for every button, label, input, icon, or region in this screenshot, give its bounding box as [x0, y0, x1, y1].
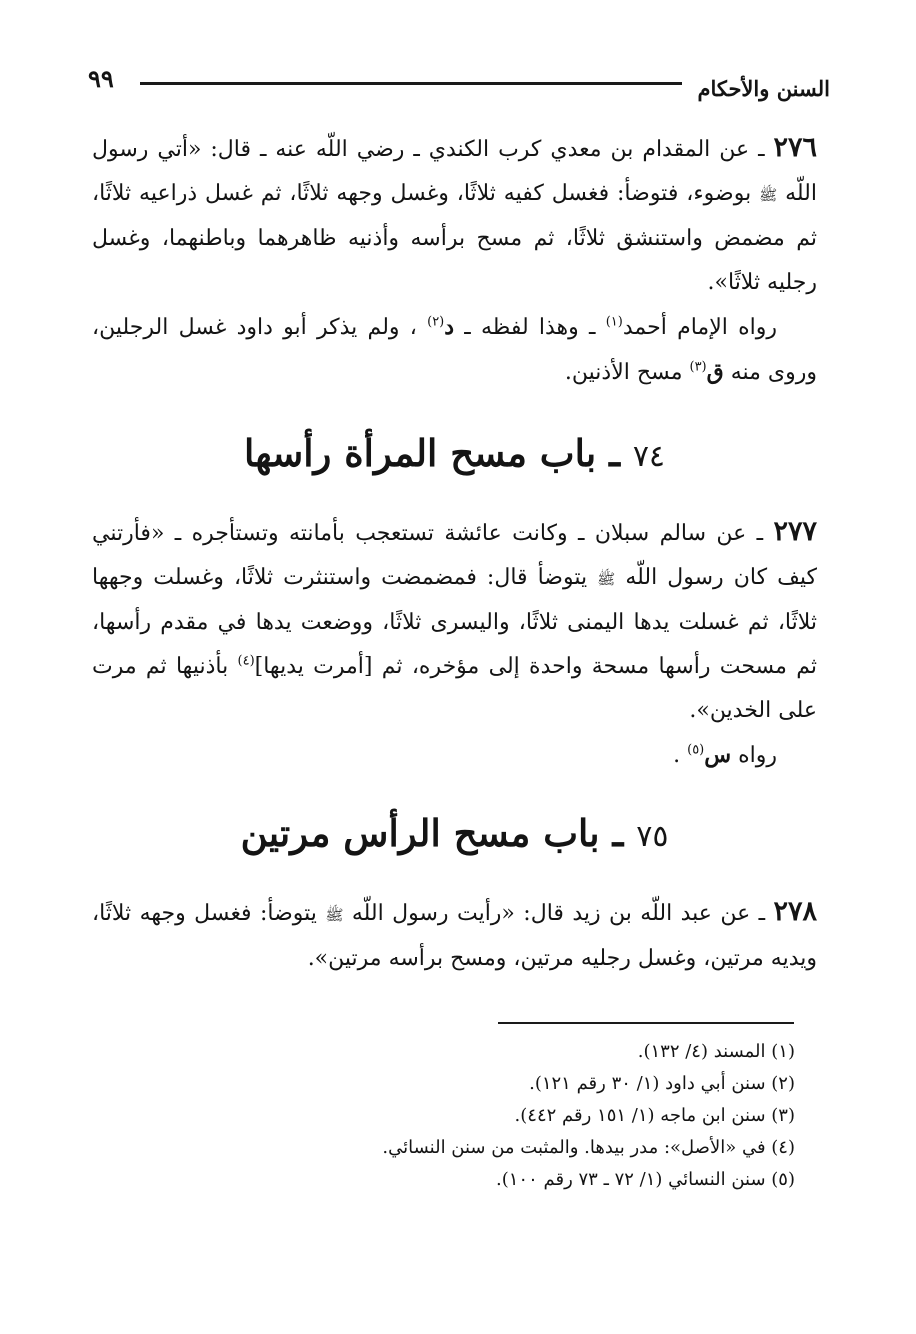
hadith-text: يتوضأ: فغسل وجهه ثلاثًا، ويديه مرتين، وغسل رجليه مرتين، ومسح برأسه مرتين».: [92, 901, 817, 971]
hadith-277-source: [92, 733, 817, 778]
source-text: مسح الأذنين.: [564, 360, 690, 385]
hadith-text: ـ عن سالم سبلان ـ وكانت عائشة تستعجب بأمانته وتستأجره ـ «فأرتني كيف كان رسول اللّه: [92, 521, 817, 590]
footnote-4: (٤) في «الأصل»: مدر بيدها. والمثبت من سنن النسائي.: [382, 1137, 795, 1158]
page-number: ٩٩: [88, 64, 114, 93]
salawat-glyph: ﷺ: [759, 186, 778, 204]
chapter-title: ـ باب مسح الرأس مرتين: [240, 811, 637, 855]
chapter-number: ٧٤: [632, 439, 666, 474]
running-header: [88, 64, 830, 112]
hadith-278-text: [92, 890, 817, 981]
footnote-separator: [498, 1022, 794, 1024]
chapter-heading-74: [92, 428, 817, 482]
source-symbol: ق: [706, 359, 724, 385]
hadith-text: ـ عن عبد اللّه بن زيد قال: «رأيت رسول اللّه: [343, 901, 774, 926]
source-text: رواه: [731, 743, 777, 768]
salawat-glyph: ﷺ: [597, 570, 616, 588]
header-rule: [140, 82, 682, 85]
source-text: .: [673, 743, 688, 768]
hadith-276: [92, 126, 817, 395]
hadith-276-source: [92, 305, 817, 395]
footnote-ref: (١): [605, 314, 623, 330]
source-symbol: د: [444, 314, 455, 340]
bracketed-text: [أمرت يديها]: [254, 654, 373, 679]
source-text: ، ولم يذكر أبو داود غسل الرجلين، وروى منه: [92, 315, 817, 385]
footnote-ref: (٢): [427, 314, 445, 330]
footnote-2: (٢) سنن أبي داود (١/ ٣٠ رقم ١٢١).: [529, 1073, 795, 1094]
hadith-277: [92, 510, 817, 778]
chapter-title: ـ باب مسح المرأة رأسها: [243, 431, 633, 475]
footnote-ref: (٥): [687, 742, 705, 758]
running-title: السنن والأحكام: [697, 76, 830, 101]
source-text: ـ وهذا لفظه ـ: [454, 315, 606, 340]
chapter-heading-75: [92, 808, 817, 862]
hadith-text: يتوضأ قال: فمضمضت واستنثرت ثلاثًا، وغسلت وجهها ثلاثًا، ثم غسلت يدها اليمنى ثلاثًا، واليسرى ثلاثًا، ووضعت يدها في مقدم رأسها، ثم مسحت رأسها مسحة واحدة إلى مؤخره، ثم: [92, 565, 818, 679]
footnotes: [300, 1036, 795, 1196]
hadith-278: [92, 890, 817, 981]
chapter-number: ٧٥: [636, 819, 669, 854]
hadith-text: ـ عن المقدام بن معدي كرب الكندي ـ رضي اللّه عنه ـ قال: «أتي رسول اللّه: [92, 137, 817, 206]
salawat-glyph: ﷺ: [325, 906, 344, 924]
source-text: رواه الإمام أحمد: [622, 315, 777, 340]
hadith-number: ٢٧٧: [773, 516, 817, 547]
hadith-277-text: [92, 510, 817, 733]
footnote-ref: (٤): [237, 653, 255, 669]
source-symbol: س: [704, 742, 732, 768]
hadith-text: بوضوء، فتوضأ: فغسل كفيه ثلاثًا، وغسل وجهه ثلاثًا، ثم غسل ذراعيه ثلاثًا، ثم مضمض واستنشق ثلاثًا، ثم مسح برأسه وأذنيه ظاهرهما وباطنهما، وغسل رجليه ثلاثًا».: [92, 181, 817, 295]
hadith-number: ٢٧٨: [773, 896, 817, 927]
hadith-text: بأذنيها ثم مرت على الخدين».: [92, 654, 817, 723]
hadith-276-text: [92, 126, 817, 305]
hadith-number: ٢٧٦: [773, 132, 817, 163]
footnote-1: (١) المسند (٤/ ١٣٢).: [637, 1041, 795, 1062]
footnote-ref: (٣): [689, 359, 707, 375]
footnote-5: (٥) سنن النسائي (١/ ٧٢ ـ ٧٣ رقم ١٠٠).: [496, 1169, 795, 1190]
footnote-3: (٣) سنن ابن ماجه (١/ ١٥١ رقم ٤٤٢).: [514, 1105, 795, 1126]
